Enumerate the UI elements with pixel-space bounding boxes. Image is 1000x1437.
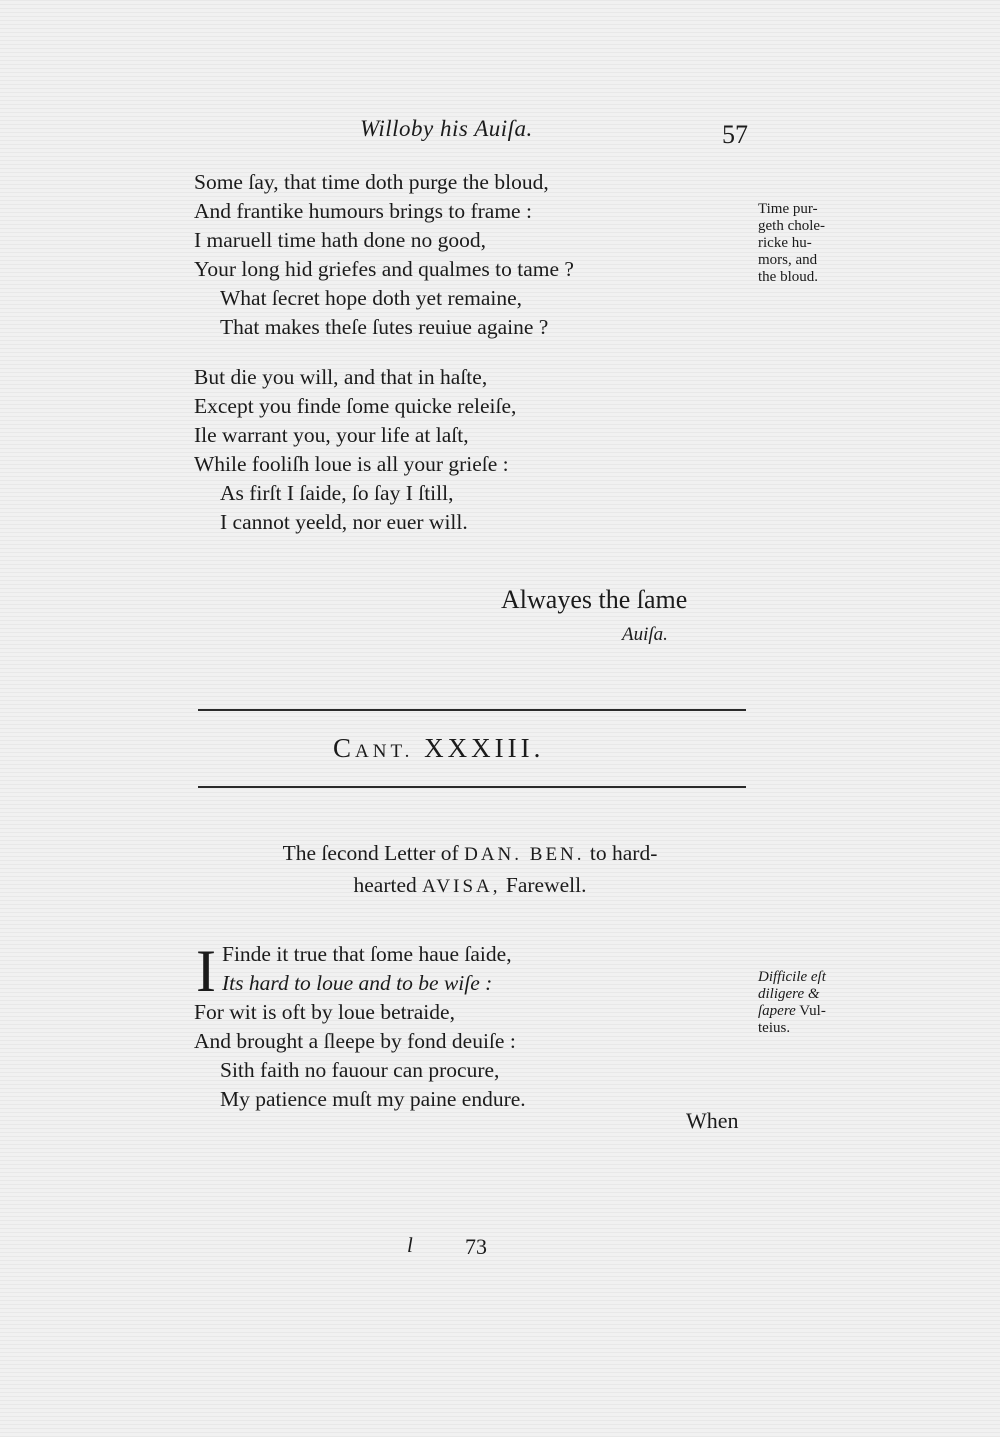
- canto-prefix-rest: ANT.: [355, 741, 414, 762]
- verse-line: That makes theſe ſutes reuiue againe ?: [220, 315, 549, 339]
- gloss-line: [758, 969, 826, 986]
- verse-line: While fooliſh loue is all your grieſe :: [194, 452, 509, 476]
- marginal-gloss-1: [758, 201, 825, 286]
- verse-line: Your long hid griefes and qualmes to tame ?: [194, 257, 574, 281]
- verse-line: But die you will, and that in haſte,: [194, 365, 488, 389]
- verse-line: Except you finde ſome quicke releiſe,: [194, 394, 517, 418]
- verse-line: And frantike humours brings to frame :: [194, 199, 532, 223]
- stanza-2: [194, 363, 516, 537]
- catchword: When: [686, 1108, 739, 1133]
- gloss-line: ricke hu-: [758, 235, 812, 251]
- heading-text: The ſecond Letter of: [282, 841, 459, 865]
- verse-line: My patience muſt my paine endure.: [220, 1087, 526, 1111]
- heading-line-1: [200, 838, 740, 870]
- page-number: 57: [722, 120, 748, 149]
- gloss-line: teius.: [758, 1020, 791, 1036]
- marginal-gloss-2: [758, 969, 826, 1037]
- verse-line: For wit is oft by loue betraide,: [194, 1000, 455, 1024]
- gloss-line: [758, 986, 826, 1003]
- running-title: Willoby his Auiſa.: [360, 116, 533, 141]
- stanza-3: [194, 940, 526, 1114]
- gloss-italic: ſapere: [758, 1003, 796, 1019]
- motto: Alwayes the ſame: [501, 585, 688, 614]
- signature: Auiſa.: [622, 624, 668, 645]
- author-name: DAN. BEN.: [464, 844, 585, 865]
- gloss-line: mors, and: [758, 252, 818, 268]
- verse-line: I maruell time hath done no good,: [194, 228, 486, 252]
- heading-line-2: [200, 870, 740, 902]
- verse-line: Finde it true that ſome haue ſaide,: [222, 942, 512, 966]
- bottom-rule: [198, 786, 746, 788]
- verse-line: What ſecret hope doth yet remaine,: [220, 286, 523, 310]
- gloss-line: Time pur-: [758, 201, 818, 217]
- letter-heading: [200, 838, 740, 902]
- drop-cap: I: [196, 938, 216, 1004]
- heading-text: to hard-: [589, 841, 658, 865]
- verse-line: Ile warrant you, your life at laſt,: [194, 423, 469, 447]
- canto-heading: [333, 733, 544, 764]
- gloss-line: geth chole-: [758, 218, 826, 234]
- verse-line: Sith faith no fauour can procure,: [220, 1058, 500, 1082]
- verse-line-italic: [194, 969, 526, 998]
- italic-proverb: Its hard to loue and to be wiſe :: [222, 971, 493, 995]
- gloss-italic: Difficile eſt: [758, 969, 826, 985]
- top-rule: [198, 709, 746, 711]
- gloss-line: [758, 1003, 826, 1020]
- canto-numeral: XXXIII.: [424, 733, 545, 763]
- gloss-line: the bloud.: [758, 269, 818, 285]
- signature-mark: l: [407, 1233, 413, 1257]
- recipient-name: AVISA,: [422, 876, 501, 897]
- verse-line: As firſt I ſaide, ſo ſay I ſtill,: [220, 481, 454, 505]
- gloss-italic: diligere &: [758, 986, 820, 1002]
- heading-text: Farewell.: [505, 873, 587, 897]
- canto-prefix-initial: C: [333, 733, 356, 763]
- stanza-1: [194, 168, 574, 342]
- verse-line: I cannot yeeld, nor euer will.: [220, 510, 468, 534]
- folio-number: 73: [465, 1234, 487, 1259]
- verse-line: And brought a ſleepe by fond deuiſe :: [194, 1029, 516, 1053]
- verse-line: Some ſay, that time doth purge the bloud,: [194, 170, 549, 194]
- heading-text: hearted: [353, 873, 417, 897]
- gloss-roman: Vul-: [799, 1003, 826, 1019]
